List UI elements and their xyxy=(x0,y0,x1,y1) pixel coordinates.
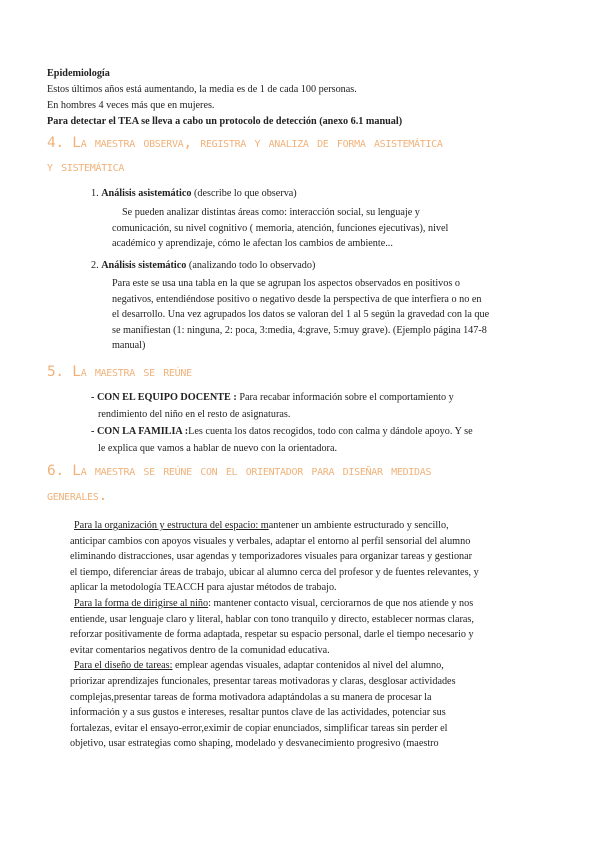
team-item xyxy=(91,390,454,406)
item-1-line: comunicación, su nivel cognitivo ( memoria, atención, funciones ejecutivas), nivel xyxy=(112,222,449,234)
team-line-2: rendimiento del niño en el resto de asignaturas. xyxy=(98,409,291,420)
item-2-suffix: (analizando todo lo observado) xyxy=(186,260,316,271)
item-2-line: negativos, entendiéndose positivo o negativo desde la perspectiva de que interfiera o no en xyxy=(112,293,482,305)
address-line: reforzar positivamente de forma adaptada, respetar su espacio personal, darle el tiempo necesario y xyxy=(70,629,474,641)
item-2-line: se manifiestan (1: ninguna, 2: poca, 3:media, 4:grave, 5:muy grave). (Ejemplo página 147-8 xyxy=(112,324,487,336)
team-label: - CON EL EQUIPO DOCENTE : xyxy=(91,392,237,403)
tasks-label: Para el diseño de tareas: xyxy=(74,660,173,672)
item-2-body xyxy=(112,276,489,354)
team-text: Para recabar información sobre el comportamiento y xyxy=(236,392,454,403)
space-paragraph xyxy=(70,518,479,752)
space-line: anticipar cambios con apoyos visuales y verbales, adaptar el entorno al perfil sensorial del alumno xyxy=(70,535,471,547)
space-first-line xyxy=(70,518,479,534)
section-6-heading: 6. La maestra se reúne con el orientador para diseñar medidas xyxy=(47,463,432,479)
section-4-heading-cont: y sistemática xyxy=(47,159,125,175)
protocol-line: Para detectar el TEA se lleva a cabo un protocolo de detección (anexo 6.1 manual) xyxy=(47,116,403,127)
epidemiology-line-2: En hombres 4 veces más que en mujeres. xyxy=(47,100,215,111)
address-first-line xyxy=(70,596,479,612)
space-line: el tiempo, diferenciar áreas de trabajo, ubicar al alumno cerca del profesor y de fuentes relevantes, y xyxy=(70,566,479,578)
tasks-first: emplear agendas visuales, adaptar contenidos al nivel del alumno, xyxy=(172,660,444,672)
section-4-heading: 4. La maestra observa, registra y analiza de forma asistemática xyxy=(47,135,443,151)
address-line: entiende, usar lenguaje claro y literal, hablar con tono tranquilo y directo, establecer normas claras, xyxy=(70,613,474,625)
tasks-line: complejas,presentar tareas de forma motivadora adaptándolas a su manera de procesar la xyxy=(70,691,432,703)
item-2-heading xyxy=(91,258,315,274)
item-1-line: académico y aprendizaje, cómo le afectan los cambios de ambiente... xyxy=(112,238,393,250)
tasks-first-line xyxy=(70,658,479,674)
address-label: Para la forma de dirigirse al niño xyxy=(74,597,209,609)
tasks-line: fortalezas, evitar el ensayo-error,eximir de copiar enunciados, simplificar tareas sin perder el xyxy=(70,722,448,734)
item-2-line: el desarrollo. Una vez agrupados los datos se valoran del 1 al 5 según la gravedad con la que xyxy=(112,309,490,321)
item-1-line: Se pueden analizar distintas áreas como: interacción social, su lenguaje y xyxy=(122,207,420,218)
epidemiology-title: Epidemiología xyxy=(47,68,110,79)
item-1-heading xyxy=(91,186,297,202)
space-label: Para la organización y estructura del espacio: m xyxy=(74,520,269,531)
item-1-suffix: (describe lo que observa) xyxy=(191,188,297,199)
tasks-line: objetivo, usar estrategias como shaping, modelado y desvanecimiento progresivo (maestro xyxy=(70,738,439,750)
item-2-line: Para este se usa una tabla en la que se agrupan los aspectos observados en positivos o xyxy=(112,278,460,289)
item-1-title: Análisis asistemático xyxy=(101,188,192,199)
space-line: aplicar la metodología TEACCH para ajustar métodos de trabajo. xyxy=(70,582,337,594)
item-2-number: 2. xyxy=(91,260,99,271)
family-text: Les cuenta los datos recogidos, todo con calma y dándole apoyo. Y se xyxy=(188,426,473,437)
item-2-line: manual) xyxy=(112,340,146,352)
item-2-title: Análisis sistemático xyxy=(101,260,187,271)
family-label: - CON LA FAMILIA : xyxy=(91,426,189,437)
section-5-heading: 5. La maestra se reúne xyxy=(47,364,192,380)
space-first: antener un ambiente estructurado y sencillo, xyxy=(268,520,449,531)
item-1-number: 1. xyxy=(91,188,99,199)
space-line: eliminando distracciones, usar agendas y temporizadores visuales para organizar tareas y gestionar xyxy=(70,551,473,563)
tasks-line: priorizar aprendizajes funcionales, presentar tareas motivadoras y claras, desglosar actividades xyxy=(70,675,456,687)
family-line-2: le explica que vamos a hablar de nuevo con la orientadora. xyxy=(98,443,338,454)
tasks-line: información y a sus gustos e intereses, resaltar puntos clave de las actividades, potenciar sus xyxy=(70,707,446,719)
family-item xyxy=(91,424,473,440)
address-line: evitar comentarios negativos dentro de la comunidad educativa. xyxy=(70,644,330,656)
section-6-heading-cont: generales. xyxy=(47,488,107,504)
item-1-body xyxy=(112,205,448,252)
epidemiology-line-1: Estos últimos años está aumentando, la media es de 1 de cada 100 personas. xyxy=(47,84,357,95)
address-first: : mantener contacto visual, cerciorarnos de que nos atiende y nos xyxy=(208,597,474,609)
